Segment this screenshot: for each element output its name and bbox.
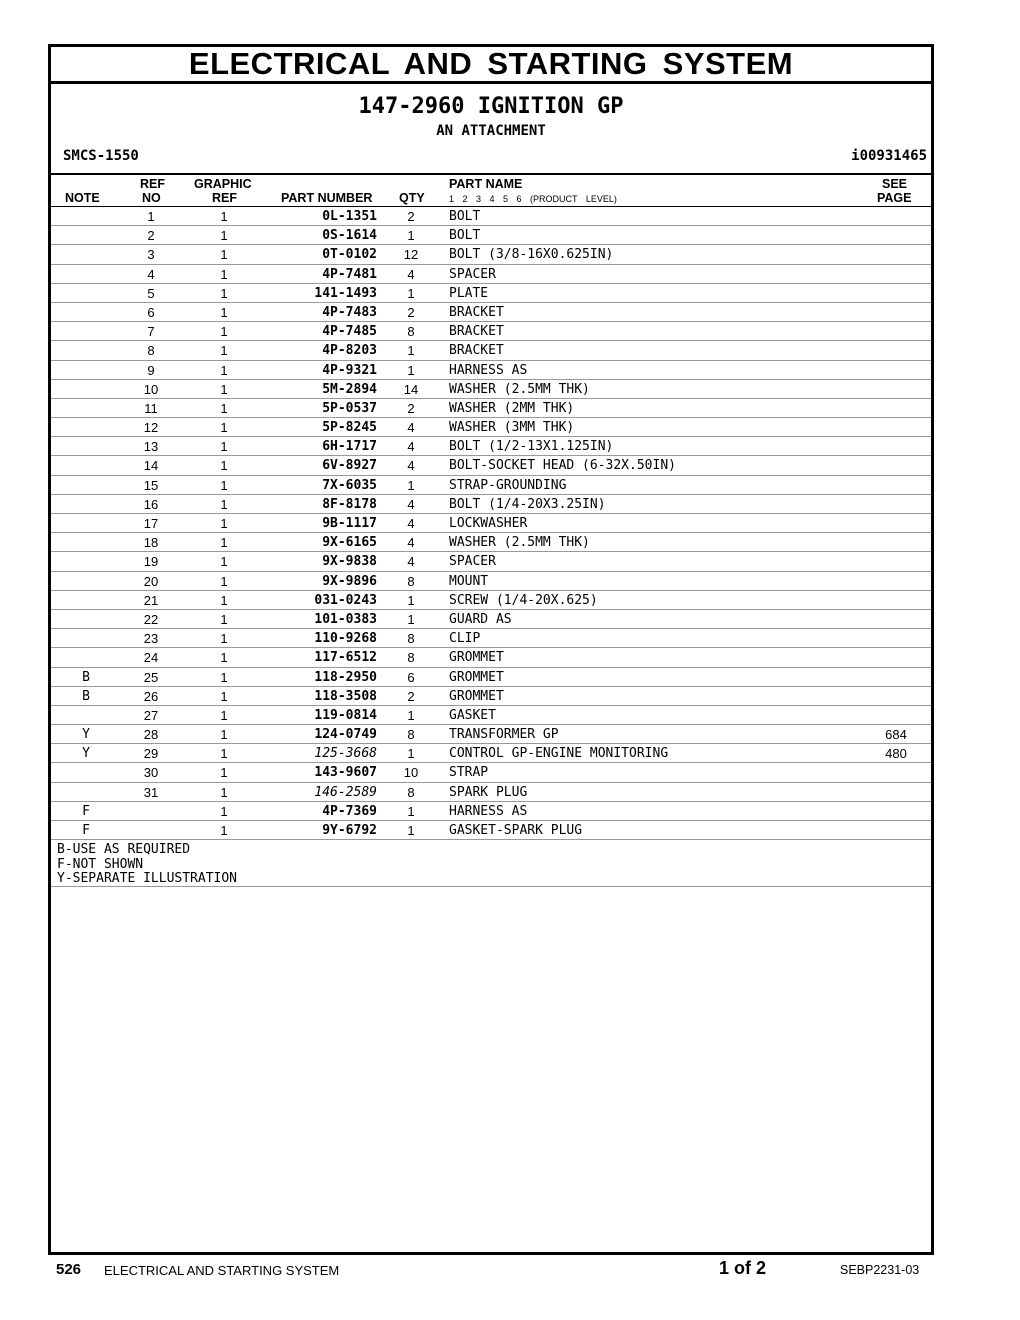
- col-part-number: PART NUMBER: [281, 191, 373, 205]
- part-number-cell: 118-2950: [314, 669, 377, 685]
- qty-cell: 4: [407, 266, 415, 282]
- ref-no-cell: 15: [143, 477, 159, 493]
- graphic-ref-cell: 1: [220, 400, 228, 416]
- qty-cell: 1: [407, 228, 415, 244]
- ref-no-cell: 31: [143, 784, 159, 800]
- qty-cell: 1: [407, 285, 415, 301]
- table-row: [51, 303, 931, 322]
- ref-no-cell: 7: [147, 324, 155, 340]
- part-number-cell: 5M-2894: [322, 381, 377, 397]
- graphic-ref-cell: 1: [220, 535, 228, 551]
- graphic-ref-cell: 1: [220, 554, 228, 570]
- part-number-cell: 146-2589: [314, 784, 377, 800]
- qty-cell: 1: [407, 362, 415, 378]
- part-number-cell: 5P-0537: [322, 400, 377, 416]
- graphic-ref-cell: 1: [220, 650, 228, 666]
- graphic-ref-cell: 1: [220, 477, 228, 493]
- part-name-cell: GUARD AS: [449, 611, 512, 627]
- ref-no-cell: 8: [147, 343, 155, 359]
- graphic-ref-cell: 1: [220, 573, 228, 589]
- col-product-level: 1 2 3 4 5 6 (PRODUCT LEVEL): [449, 194, 617, 204]
- note-cell: B: [82, 688, 90, 704]
- part-name-cell: LOCKWASHER: [449, 516, 528, 531]
- col-see-top: SEE: [882, 177, 908, 191]
- table-row: [51, 207, 931, 226]
- part-name-cell: BOLT: [449, 209, 481, 224]
- qty-cell: 10: [403, 765, 419, 781]
- graphic-ref-cell: 1: [220, 209, 228, 224]
- qty-cell: 1: [407, 343, 415, 359]
- table-row: [51, 802, 931, 821]
- part-number-cell: 143-9607: [314, 765, 377, 781]
- graphic-ref-cell: 1: [220, 266, 228, 282]
- graphic-ref-cell: 1: [220, 458, 228, 474]
- graphic-ref-cell: 1: [220, 324, 228, 340]
- qty-cell: 4: [407, 535, 415, 551]
- ref-no-cell: 30: [143, 765, 159, 781]
- ref-no-cell: 3: [147, 247, 155, 263]
- table-row: [51, 476, 931, 495]
- col-part-name: PART NAME: [449, 177, 523, 191]
- graphic-ref-cell: 1: [220, 516, 228, 531]
- ref-no-cell: 24: [143, 650, 159, 666]
- col-note: NOTE: [65, 191, 100, 205]
- graphic-ref-cell: 1: [220, 439, 228, 455]
- ref-no-cell: 26: [143, 688, 159, 704]
- col-ref-bottom: NO: [142, 191, 161, 205]
- ref-no-cell: 19: [143, 554, 159, 570]
- part-number-cell: 110-9268: [314, 631, 377, 647]
- part-name-cell: PLATE: [449, 285, 489, 301]
- footer-doc-code: SEBP2231-03: [840, 1263, 920, 1277]
- table-row: [51, 610, 931, 629]
- note-cell: Y: [82, 746, 90, 762]
- col-ref-top: REF: [140, 177, 165, 191]
- graphic-ref-cell: 1: [220, 381, 228, 397]
- see-page-cell: 684: [885, 727, 907, 743]
- part-name-cell: SPARK PLUG: [449, 784, 528, 800]
- table-row: [51, 552, 931, 571]
- footer-page-of: 1 of 2: [719, 1258, 767, 1278]
- table-row: [51, 322, 931, 341]
- qty-cell: 8: [407, 573, 415, 589]
- graphic-ref-cell: 1: [220, 688, 228, 704]
- qty-cell: 8: [407, 727, 415, 743]
- part-name-cell: GROMMET: [449, 688, 504, 704]
- part-number-cell: 117-6512: [314, 650, 377, 666]
- part-number-cell: 9B-1117: [322, 516, 377, 531]
- part-name-cell: HARNESS AS: [449, 803, 528, 819]
- graphic-ref-cell: 1: [220, 803, 228, 819]
- qty-cell: 4: [407, 496, 415, 512]
- part-number-cell: 4P-7485: [322, 324, 377, 340]
- table-row: [51, 821, 931, 840]
- graphic-ref-cell: 1: [220, 228, 228, 244]
- table-row: [51, 591, 931, 610]
- qty-cell: 8: [407, 784, 415, 800]
- part-number-cell: 0T-0102: [322, 247, 377, 263]
- part-number-cell: 141-1493: [314, 285, 377, 301]
- ref-no-cell: 14: [143, 458, 159, 474]
- table-row: [51, 226, 931, 245]
- qty-cell: 1: [407, 477, 415, 493]
- table-row: [51, 245, 931, 264]
- part-number-cell: 9X-6165: [322, 535, 377, 551]
- qty-cell: 2: [407, 400, 415, 416]
- part-name-cell: STRAP: [449, 765, 489, 781]
- ref-no-cell: 11: [144, 400, 158, 416]
- ref-no-cell: 22: [143, 611, 159, 627]
- part-name-cell: WASHER (3MM THK): [449, 420, 575, 436]
- footer-page-number: 526: [56, 1261, 82, 1278]
- table-row: [51, 572, 931, 591]
- table-row: [51, 648, 931, 667]
- graphic-ref-cell: 1: [220, 611, 228, 627]
- graphic-ref-cell: 1: [220, 362, 228, 378]
- part-name-cell: CLIP: [449, 631, 481, 647]
- part-number-cell: 101-0383: [314, 611, 377, 627]
- qty-cell: 2: [407, 209, 415, 224]
- part-name-cell: CONTROL GP-ENGINE MONITORING: [449, 746, 669, 762]
- graphic-ref-cell: 1: [220, 765, 228, 781]
- qty-cell: 1: [407, 803, 415, 819]
- ref-no-cell: 6: [147, 304, 155, 320]
- qty-cell: 4: [407, 439, 415, 455]
- qty-cell: 14: [403, 381, 419, 397]
- table-row: [51, 437, 931, 456]
- group-name: IGNITION GP: [477, 94, 624, 119]
- group-title: [51, 94, 931, 119]
- qty-cell: 4: [407, 420, 415, 436]
- ref-no-cell: 2: [147, 228, 155, 244]
- table-row: [51, 284, 931, 303]
- part-name-cell: BRACKET: [449, 324, 504, 340]
- group-header: [51, 84, 931, 175]
- part-name-cell: GASKET: [449, 707, 496, 723]
- table-row: [51, 725, 931, 744]
- graphic-ref-cell: 1: [220, 420, 228, 436]
- qty-cell: 8: [407, 631, 415, 647]
- ref-no-cell: 18: [143, 535, 159, 551]
- ref-no-cell: 12: [143, 420, 159, 436]
- graphic-ref-cell: 1: [220, 247, 228, 263]
- part-number-cell: 124-0749: [314, 727, 377, 743]
- page-frame: [48, 44, 934, 1255]
- part-name-cell: SPACER: [449, 266, 496, 282]
- note-cell: Y: [82, 727, 90, 743]
- qty-cell: 4: [407, 516, 415, 531]
- table-row: [51, 687, 931, 706]
- part-number-cell: 031-0243: [314, 592, 377, 608]
- note-b: B-USE AS REQUIRED: [57, 842, 191, 858]
- graphic-ref-cell: 1: [220, 285, 228, 301]
- ref-no-cell: 29: [143, 746, 159, 762]
- qty-cell: 1: [407, 707, 415, 723]
- ref-no-cell: 13: [143, 439, 159, 455]
- ref-no-cell: 10: [143, 381, 159, 397]
- table-row: [51, 533, 931, 552]
- parts-table: [51, 207, 931, 840]
- note-y: Y-SEPARATE ILLUSTRATION: [57, 871, 238, 887]
- table-row: [51, 456, 931, 475]
- ref-no-cell: 21: [143, 592, 159, 608]
- table-row: [51, 361, 931, 380]
- graphic-ref-cell: 1: [220, 727, 228, 743]
- ref-no-cell: 28: [143, 727, 159, 743]
- ref-no-cell: 5: [147, 285, 155, 301]
- graphic-ref-cell: 1: [220, 746, 228, 762]
- qty-cell: 1: [407, 823, 415, 838]
- part-name-cell: BOLT (3/8-16X0.625IN): [449, 247, 614, 263]
- note-cell: F: [82, 803, 90, 819]
- section-title: ELECTRICAL AND STARTING SYSTEM: [51, 47, 931, 84]
- part-name-cell: WASHER (2.5MM THK): [449, 381, 590, 397]
- part-number-cell: 7X-6035: [322, 477, 377, 493]
- col-graphic-bottom: REF: [212, 191, 237, 205]
- part-number-cell: 6H-1717: [322, 439, 377, 455]
- ref-no-cell: 27: [143, 707, 159, 723]
- part-name-cell: MOUNT: [449, 573, 489, 589]
- part-name-cell: SCREW (1/4-20X.625): [449, 592, 598, 608]
- ref-no-cell: 16: [143, 496, 159, 512]
- graphic-ref-cell: 1: [220, 631, 228, 647]
- footer-section: ELECTRICAL AND STARTING SYSTEM: [104, 1263, 340, 1278]
- ref-no-cell: 4: [147, 266, 155, 282]
- graphic-ref-cell: 1: [220, 496, 228, 512]
- graphic-ref-cell: 1: [220, 592, 228, 608]
- graphic-ref-cell: 1: [220, 823, 228, 838]
- part-name-cell: GASKET-SPARK PLUG: [449, 823, 583, 838]
- table-row: [51, 495, 931, 514]
- qty-cell: 4: [407, 458, 415, 474]
- part-number-cell: 125-3668: [314, 746, 377, 762]
- table-row: [51, 783, 931, 802]
- qty-cell: 12: [403, 247, 419, 263]
- part-name-cell: BOLT: [449, 228, 481, 244]
- part-name-cell: GROMMET: [449, 669, 504, 685]
- part-name-cell: SPACER: [449, 554, 496, 570]
- table-row: [51, 629, 931, 648]
- graphic-ref-cell: 1: [220, 707, 228, 723]
- part-name-cell: BRACKET: [449, 304, 504, 320]
- part-number-cell: 5P-8245: [322, 420, 377, 436]
- graphic-ref-cell: 1: [220, 304, 228, 320]
- part-name-cell: BOLT (1/4-20X3.25IN): [449, 496, 606, 512]
- part-number-cell: 4P-7481: [322, 266, 377, 282]
- note-cell: F: [82, 823, 90, 838]
- notes-legend: [51, 840, 931, 887]
- ref-no-cell: 23: [143, 631, 159, 647]
- qty-cell: 6: [407, 669, 415, 685]
- smcs-code: SMCS-1550: [63, 148, 139, 164]
- table-row: [51, 399, 931, 418]
- note-cell: B: [82, 669, 90, 685]
- part-name-cell: TRANSFORMER GP: [449, 727, 559, 743]
- table-row: [51, 265, 931, 284]
- column-header: [51, 175, 931, 207]
- table-row: [51, 418, 931, 437]
- graphic-ref-cell: 1: [220, 343, 228, 359]
- table-row: [51, 380, 931, 399]
- part-number-cell: 9X-9896: [322, 573, 377, 589]
- col-qty: QTY: [399, 191, 425, 205]
- group-subtitle: AN ATTACHMENT: [436, 123, 546, 139]
- qty-cell: 2: [407, 304, 415, 320]
- table-row: [51, 668, 931, 687]
- ref-no-cell: 25: [143, 669, 159, 685]
- graphic-ref-cell: 1: [220, 784, 228, 800]
- part-number-cell: 9X-9838: [322, 554, 377, 570]
- part-number-cell: 118-3508: [314, 688, 377, 704]
- graphic-ref-cell: 1: [220, 669, 228, 685]
- qty-cell: 1: [407, 746, 415, 762]
- note-f: F-NOT SHOWN: [57, 856, 144, 872]
- table-row: [51, 514, 931, 533]
- part-number-cell: 4P-8203: [322, 343, 377, 359]
- ref-no-cell: 9: [147, 362, 155, 378]
- part-name-cell: HARNESS AS: [449, 362, 528, 378]
- part-number-cell: 4P-7483: [322, 304, 377, 320]
- col-see-bottom: PAGE: [877, 191, 912, 205]
- part-name-cell: BRACKET: [449, 343, 504, 359]
- part-name-cell: BOLT (1/2-13X1.125IN): [449, 439, 614, 455]
- table-row: [51, 706, 931, 725]
- qty-cell: 1: [407, 592, 415, 608]
- table-row: [51, 744, 931, 763]
- ref-no-cell: 17: [143, 516, 159, 531]
- part-number-cell: 0L-1351: [322, 209, 377, 224]
- table-row: [51, 763, 931, 782]
- part-number-cell: 0S-1614: [322, 228, 377, 244]
- part-number-cell: 8F-8178: [322, 496, 377, 512]
- part-name-cell: WASHER (2.5MM THK): [449, 535, 590, 551]
- part-number-cell: 119-0814: [314, 707, 377, 723]
- part-name-cell: BOLT-SOCKET HEAD (6-32X.50IN): [449, 458, 676, 474]
- ref-no-cell: 20: [143, 573, 159, 589]
- ref-no-cell: 1: [147, 209, 155, 224]
- table-row: [51, 341, 931, 360]
- part-number-cell: 6V-8927: [322, 458, 377, 474]
- part-number-cell: 4P-9321: [322, 362, 377, 378]
- part-name-cell: GROMMET: [449, 650, 504, 666]
- qty-cell: 8: [407, 650, 415, 666]
- qty-cell: 2: [407, 688, 415, 704]
- col-graphic-top: GRAPHIC: [194, 177, 252, 191]
- see-page-cell: 480: [885, 746, 907, 762]
- qty-cell: 8: [407, 324, 415, 340]
- group-number: 147-2960: [358, 94, 465, 119]
- part-number-cell: 9Y-6792: [322, 823, 377, 838]
- illustration-id: i00931465: [851, 148, 927, 164]
- part-name-cell: STRAP-GROUNDING: [449, 477, 567, 493]
- part-name-cell: WASHER (2MM THK): [449, 400, 575, 416]
- qty-cell: 4: [407, 554, 415, 570]
- part-number-cell: 4P-7369: [322, 803, 377, 819]
- qty-cell: 1: [407, 611, 415, 627]
